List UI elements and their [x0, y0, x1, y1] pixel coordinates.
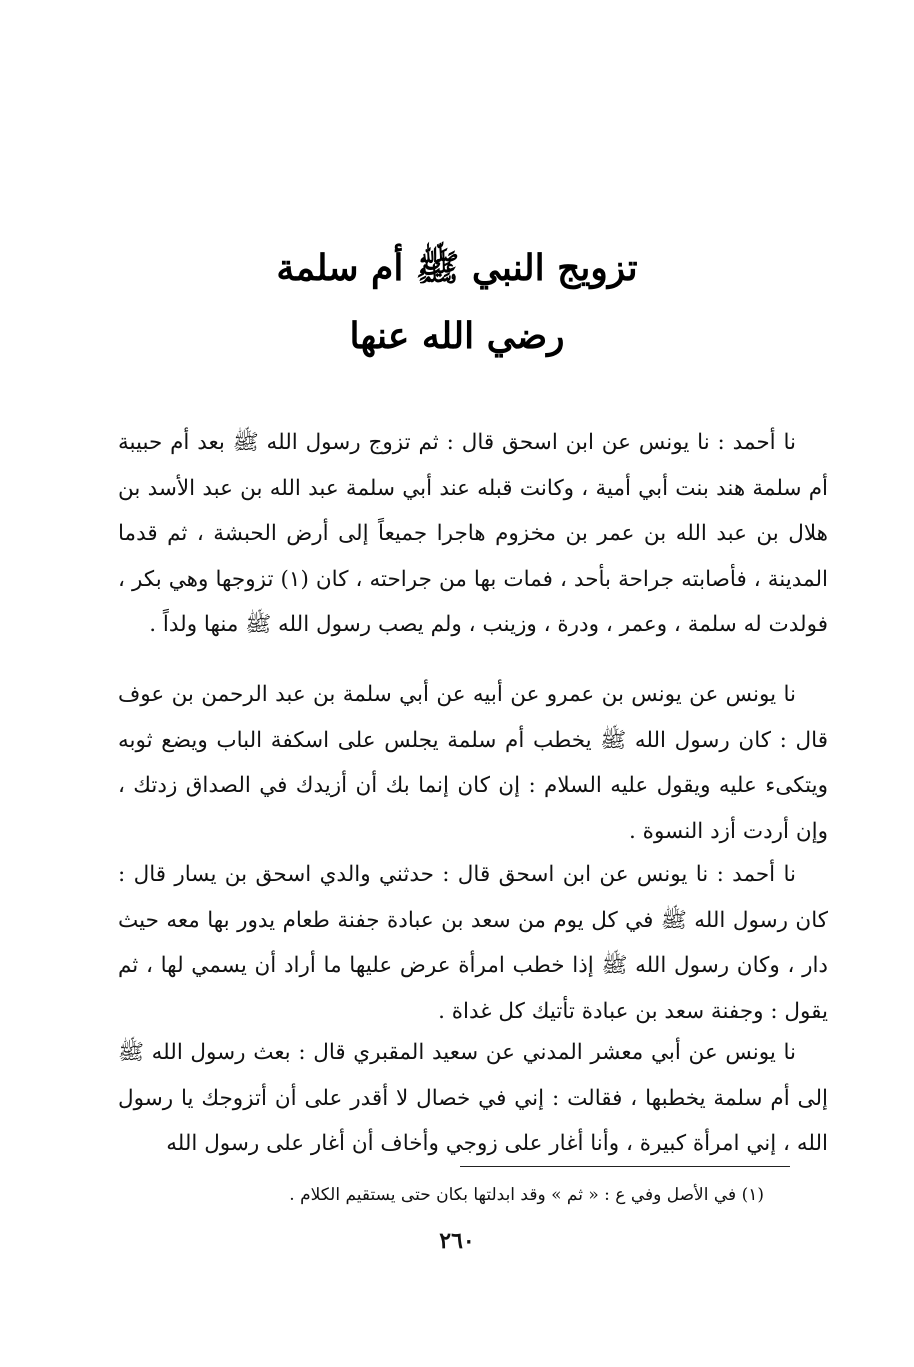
footnote-divider	[460, 1166, 790, 1167]
paragraph-2	[118, 672, 828, 854]
paragraph-text: نا يونس عن أبي معشر المدني عن سعيد المقبري قال : بعث رسول الله ﷺ إلى أم سلمة يخطبها ، فقالت : إني في خصال لا أقدر على أن أتزوجك يا رسول الله ، إني امرأة كبيرة ، وأنا أغار على زوجي وأخاف أن أغار على رسول الله	[118, 1040, 828, 1156]
paragraph-text: نا أحمد : نا يونس عن ابن اسحق قال : ثم تزوج رسول الله ﷺ بعد أم حبيبة أم سلمة هند بنت أبي أمية ، وكانت قبله عند أبي سلمة عبد الله بن عبد الأسد بن هلال بن عبد الله بن عمر بن مخزوم هاجرا جميعاً إلى أرض الحبشة ، ثم قدما المدينة ، فأصابته جراحة بأحد ، فمات بها من جراحته ، كان (١) تزوجها وهي بكر ، فولدت له سلمة ، وعمر ، ودرة ، وزينب ، ولم يصب رسول الله ﷺ منها ولداً .	[118, 430, 828, 637]
paragraph-3	[118, 852, 828, 1034]
paragraph-4	[118, 1030, 828, 1167]
page-number: ٢٦٠	[439, 1228, 475, 1254]
paragraph-1	[118, 420, 828, 648]
footnote: (١) في الأصل وفي ع : « ثم » وقد ابدلتها بكان حتى يستقيم الكلام .	[289, 1185, 764, 1205]
chapter-subtitle: رضي الله عنها	[349, 315, 565, 357]
chapter-title: تزويج النبي ﷺ أم سلمة	[276, 247, 638, 289]
paragraph-text: نا يونس عن يونس بن عمرو عن أبيه عن أبي سلمة بن عبد الرحمن بن عوف قال : كان رسول الله ﷺ يخطب أم سلمة يجلس على اسكفة الباب ويضع ثوبه ويتكىء عليه ويقول عليه السلام : إن كان إنما بك أن أزيدك في الصداق زدتك ، وإن أردت أزد النسوة .	[118, 682, 828, 844]
paragraph-text: نا أحمد : نا يونس عن ابن اسحق قال : حدثني والدي اسحق بن يسار قال : كان رسول الله ﷺ في كل يوم من سعد بن عبادة جفنة طعام يدور بها معه حيث دار ، وكان رسول الله ﷺ إذا خطب امرأة عرض عليها ما أراد أن يسمي لها ، ثم يقول : وجفنة سعد بن عبادة تأتيك كل غداة .	[118, 862, 828, 1024]
